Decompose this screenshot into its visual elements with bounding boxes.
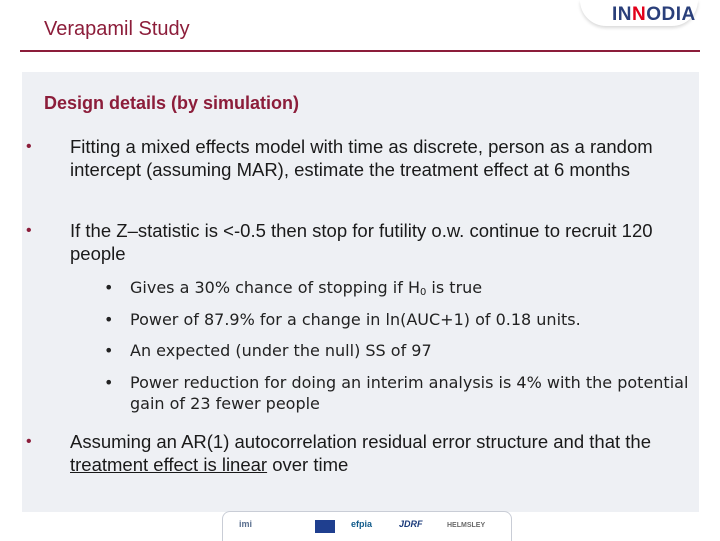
sub-bullet-item [104, 277, 690, 303]
sub-bullet-item [104, 340, 690, 361]
slide-header [0, 0, 720, 52]
innodia-logo: INNODIA [612, 4, 696, 25]
bullet-marker-icon: • [104, 341, 114, 360]
underlined-text: treatment effect is linear [70, 454, 268, 475]
eu-flag-icon [315, 520, 335, 533]
bullet-marker-icon: • [26, 138, 32, 155]
efpia-logo: efpia [351, 519, 373, 529]
sub-bullet-item [104, 309, 690, 330]
bullet-marker-icon: • [104, 278, 114, 297]
subscript-text: 0 [419, 287, 427, 298]
sub-bullet-text: Gives a 30% chance of stopping if H [130, 278, 420, 297]
bullet-item [26, 430, 670, 476]
section-subtitle: Design details (by simulation) [44, 93, 300, 113]
sub-bullet-item [104, 372, 690, 414]
bullet-text: over time [267, 454, 349, 475]
bullet-text: If the Z–statistic is <-0.5 then stop for futility o.w. continue to recruit 120 people [70, 220, 653, 264]
bullet-marker-icon: • [104, 310, 114, 329]
header-divider [20, 50, 700, 52]
sponsor-logo-bar [222, 511, 512, 541]
slide-title: Verapamil Study [44, 18, 190, 40]
bullet-item [26, 135, 670, 181]
bullet-marker-icon: • [26, 222, 32, 239]
sub-bullet-text: Power of 87.9% for a change in ln(AUC+1) of 0.18 units. [130, 310, 581, 329]
bullet-marker-icon: • [104, 373, 114, 392]
bullet-text: Fitting a mixed effects model with time as discrete, person as a random intercept (assuming MAR), estimate the treatment effect at 6 months [70, 136, 653, 180]
sub-bullet-text: Power reduction for doing an interim analysis is 4% with the potential gain of 23 fewer people [130, 373, 689, 413]
bullet-marker-icon: • [26, 433, 32, 450]
bullet-text: Assuming an AR(1) autocorrelation residual error structure and that the [70, 431, 651, 452]
sub-bullet-text: An expected (under the null) SS of 97 [130, 341, 432, 360]
sub-bullet-text: is true [426, 278, 483, 297]
jdrf-logo: JDRF [399, 519, 423, 529]
imi-logo: imi [239, 519, 253, 529]
helmsley-logo: HELMSLEY [447, 522, 486, 529]
bullet-item [26, 219, 670, 265]
